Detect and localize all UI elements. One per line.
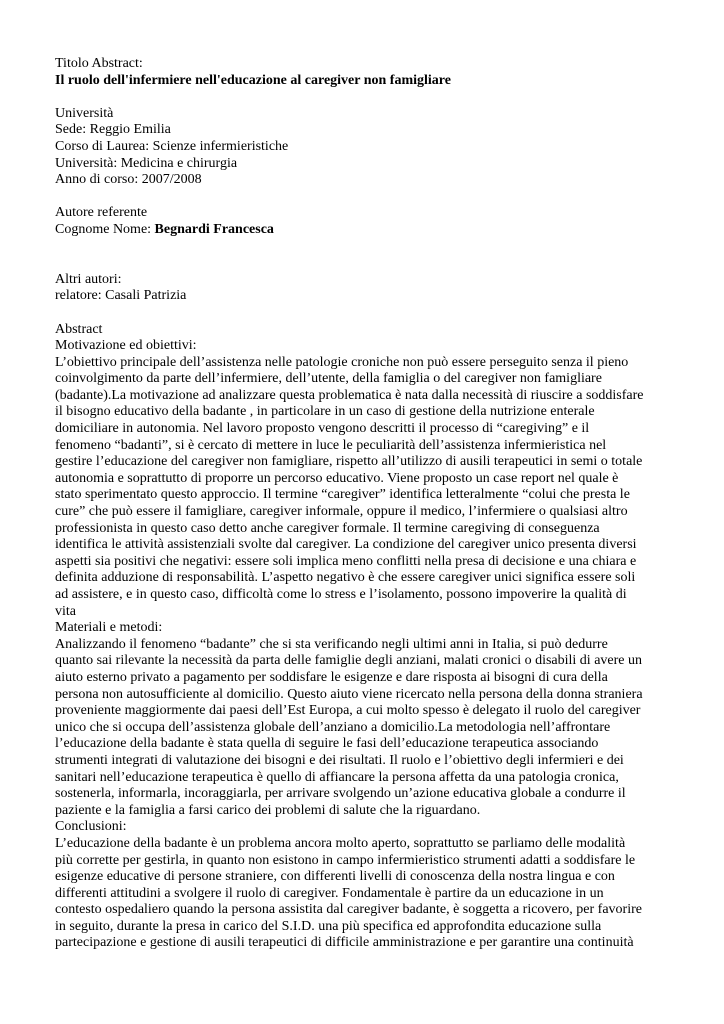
university-line: Sede: Reggio Emilia [55,122,171,138]
paragraph-line: proveniente maggiormente dai paesi dell’Est Europa, a cui molto spesso è delegato il ruolo del caregiver [55,703,641,719]
abstract-heading: Abstract [55,321,103,337]
title-label: Titolo Abstract: [55,56,143,71]
spacer [55,189,670,206]
author-name-label: Cognome Nome: [55,221,155,237]
paragraph-line: quanto sai rilevante la necessità da parta delle famiglie degli anziani, malati cronici o disabili di avere un [55,653,642,669]
methods-heading: Materiali e metodi: [55,620,163,636]
supervisor-line: relatore: Casali Patrizia [55,288,187,304]
university-line: Anno di corso: 2007/2008 [55,172,202,188]
spacer [55,239,670,256]
paragraph-line: vita [55,603,76,619]
paragraph-line: Analizzando il fenomeno “badante” che si sta verificando negli ultimi anni in Italia, si può dedurre [55,636,608,652]
paragraph-line: aiuto esterno privato a pagamento per soddisfare le esigenze e dare risposta ai bisogni di cura della [55,669,608,685]
paragraph-line: ad assistere, e in questo caso, difficoltà come lo stress e l’isolamento, possono impoverire la qualità di [55,587,627,602]
paragraph-line: fenomeno “badanti”, si è cercato di mettere in luce le peculiarità dell’assistenza infermieristica nel [55,437,607,453]
paragraph-line: autonomia e soprattutto di proporre un percorso educativo. Viene proposto un case report nel quale è [55,470,619,486]
spacer [55,89,670,106]
conclusions-heading: Conclusioni: [55,819,127,835]
university-line: Università: Medicina e chirurgia [55,155,238,171]
paragraph-line: sanitari nell’educazione terapeutica è quello di affiancare la persona affetta da una patologia cronica, [55,769,619,785]
paragraph-line: (badante).La motivazione ad analizzare questa problematica è nata dalla necessità di riuscire a soddisfare [55,387,644,403]
paragraph-line: più corrette per gestirla, in quanto non esistono in campo infermieristico strumenti adatti a soddisfare le [55,852,636,868]
paragraph-line: il bisogno educativo della badante , in particolare in un caso di gestione della nutrizione enterale [55,404,595,420]
other-authors-heading: Altri autori: [55,271,122,287]
paragraph-line: esigenze educative di persone straniere, con differenti livelli di conoscenza della nostra lingua e con [55,869,615,885]
document-body [55,56,670,952]
paragraph-line: gestire l’educazione del caregiver non famigliare, rispetto all’utilizzo di ausili terapeutici in semi o totale [55,454,643,470]
paragraph-line: aspetti sia positivi che negativi: essere soli implica meno conflitti nella presa di decisione e una chiara e [55,553,637,569]
paragraph-line: identifica le attività assistenziali svolte dal caregiver. La condizione del caregiver unico presenta diversi [55,537,637,553]
paragraph-line: l’educazione della badante è stata quella di seguire le fasi dell’educazione terapeutica associando [55,736,599,752]
university-heading: Università [55,105,114,121]
abstract-title: Il ruolo dell'infermiere nell'educazione al caregiver non famigliare [55,72,451,88]
paragraph-line: stato sperimentato questo approccio. Il termine “caregiver” identifica letteralmente “colui che presta le [55,487,630,503]
paragraph-line: definita adduzione di responsabilità. L’aspetto negativo è che essere caregiver unici significa essere soli [55,570,636,586]
motivation-heading: Motivazione ed obiettivi: [55,338,197,354]
author-name-line [55,222,670,239]
spacer [55,255,670,272]
paragraph-line: L’obiettivo principale dell’assistenza nelle patologie croniche non può essere perseguito senza il pieno [55,354,629,370]
paragraph-line: strumenti integrati di valutazione dei bisogni e dei risultati. Il ruolo e l’obiettivo degli infermieri e dei [55,752,624,768]
paragraph-line: in seguito, durante la presa in carico del S.I.D. una più specifica ed approfondita educazione sulla [55,918,602,934]
methods-paragraph [55,637,670,820]
author-name: Begnardi Francesca [154,221,274,237]
paragraph-line: partecipazione e gestione di ausili terapeutici di difficile amministrazione e per garantire una continuità [55,935,634,951]
university-line: Corso di Laurea: Scienze infermieristiche [55,138,289,154]
paragraph-line: cure” che può essere il famigliare, caregiver informale, oppure il medico, l’infermiere o qualsiasi altro [55,504,628,520]
paragraph-line: professionista in questo caso detto anche caregiver formale. Il termine caregiving di conseguenza [55,520,600,536]
paragraph-line: persona non autosufficiente al domicilio. Questo aiuto viene ricercato nella persona della donna straniera [55,686,643,702]
paragraph-line: L’educazione della badante è un problema ancora molto aperto, soprattutto se parliamo delle modalità [55,835,626,851]
paragraph-line: paziente e la famiglia a farsi carico dei problemi di salute che la riguardano. [55,802,481,818]
paragraph-line: unico che si occupa dell’assistenza globale dell’anziano a domicilio.La metodologia nell’affrontare [55,719,611,735]
motivation-paragraph [55,355,670,621]
paragraph-line: sostenerla, informarla, incoraggiarla, per arrivare svolgendo un’azione educativa globale a condurre il [55,786,626,802]
paragraph-line: differenti attitudini a svolgere il ruolo di caregiver. Fondamentale è partire da un educazione in un [55,885,604,901]
conclusions-paragraph [55,836,670,952]
paragraph-line: domiciliare in autonomia. Nel lavoro proposto vengono descritti il processo di “caregiving” e il [55,421,590,437]
spacer [55,305,670,322]
paragraph-line: coinvolgimento da parte dell’infermiere, dell’utente, della famiglia o del caregiver non famigliare [55,371,602,387]
author-heading: Autore referente [55,205,148,221]
paragraph-line: contesto ospedaliero quando la persona assistita dal caregiver badante, è soggetta a ricovero, per favorire [55,902,642,918]
